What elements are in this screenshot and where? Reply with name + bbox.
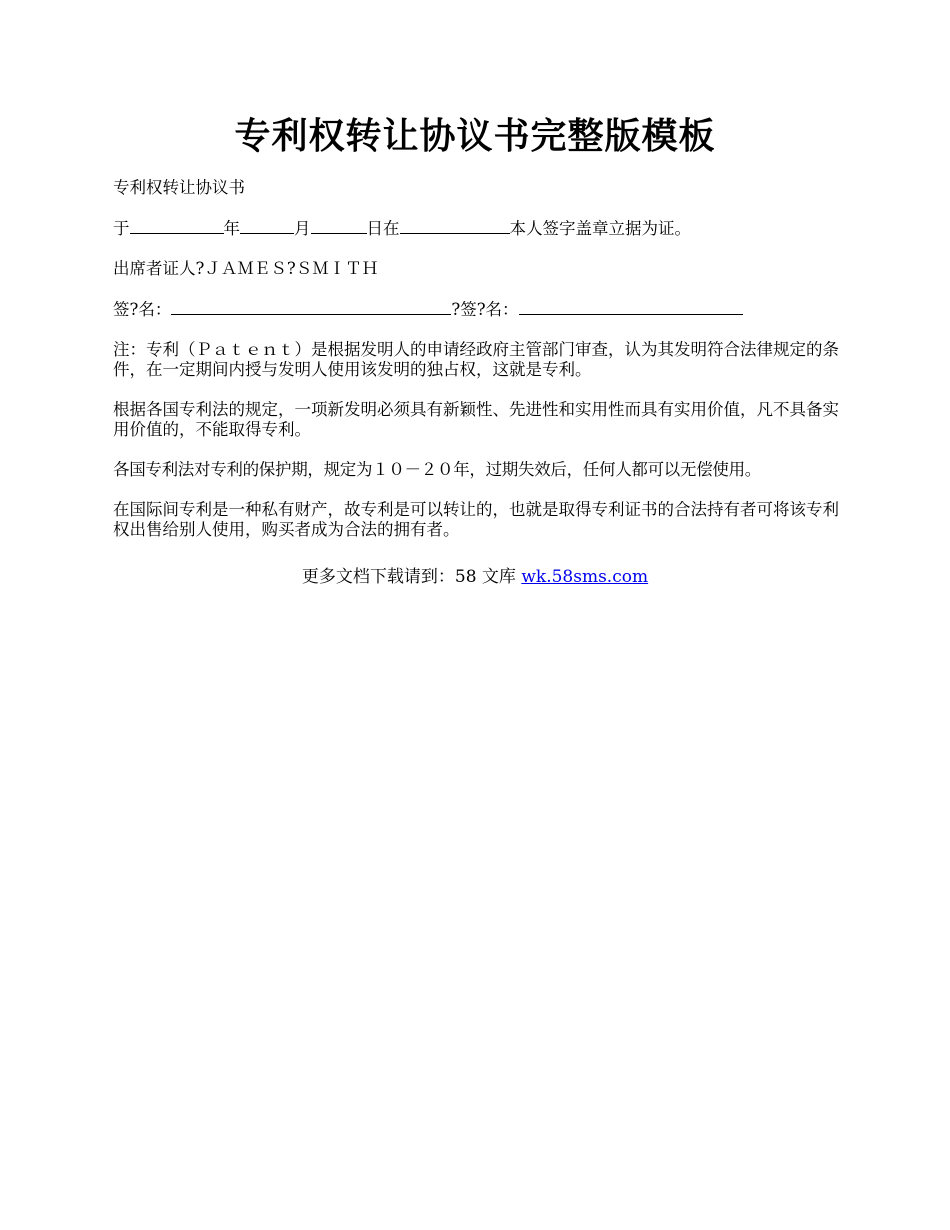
document-body xyxy=(113,178,855,560)
day-at-label: 日在 xyxy=(366,219,400,238)
date-suffix: 本人签字盖章立据为证。 xyxy=(509,219,691,238)
document-title: 专利权转让协议书完整版模板 xyxy=(234,115,716,157)
paragraph-transfer: 在国际间专利是一种私有财产，故专利是可以转让的，也就是取得专利证书的合法持有者可将该专利权出售给别人使用，购买者成为合法的拥有者。 xyxy=(113,500,839,539)
month-label: 月 xyxy=(294,219,311,238)
signature-label-1: 签?名： xyxy=(113,300,172,319)
date-prefix: 于 xyxy=(113,219,130,238)
footer-text: 更多文档下载请到：58 文库 xyxy=(301,567,522,587)
date-line xyxy=(113,218,855,239)
signature-line xyxy=(113,299,855,320)
subtitle: 专利权转让协议书 xyxy=(113,178,245,197)
paragraph-note: 注：专利（Ｐａｔｅｎｔ）是根据发明人的申请经政府主管部门审查，认为其发明符合法律规定的条件，在一定期间内授与发明人使用该发明的独占权，这就是专利。 xyxy=(113,340,839,379)
month-blank xyxy=(240,218,294,234)
witness-line: 出席者证人?ＪＡＭＥＳ?ＳＭＩＴＨ xyxy=(113,259,379,278)
paragraph-requirements: 根据各国专利法的规定，一项新发明必须具有新颖性、先进性和实用性而具有实用价值，凡不具备实用价值的，不能取得专利。 xyxy=(113,400,839,439)
paragraph-protection-period: 各国专利法对专利的保护期，规定为１０－２０年，过期失效后，任何人都可以无偿使用。 xyxy=(113,460,762,479)
year-blank xyxy=(130,218,224,234)
place-blank xyxy=(400,218,510,234)
footer-link[interactable]: wk.58sms.com xyxy=(521,567,649,587)
year-label: 年 xyxy=(223,219,240,238)
footer xyxy=(0,566,950,588)
day-blank xyxy=(311,218,367,234)
signature-label-2: ?签?名： xyxy=(451,300,519,319)
signature-blank-1 xyxy=(171,299,451,315)
signature-blank-2 xyxy=(519,299,743,315)
